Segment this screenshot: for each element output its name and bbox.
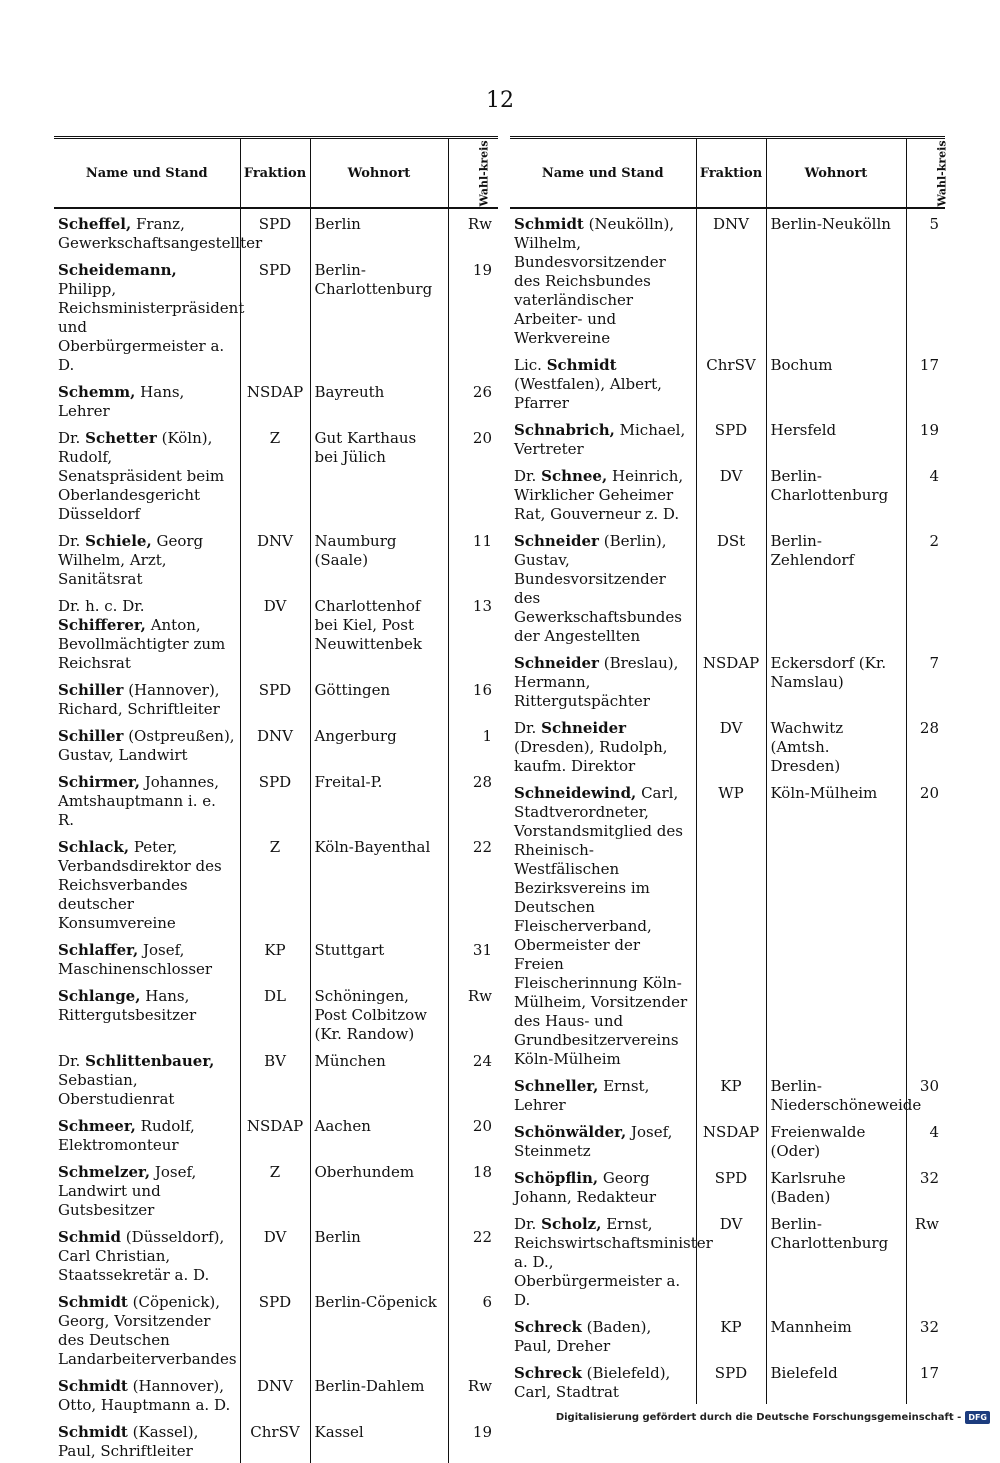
member-name-cell [54, 1417, 240, 1463]
name-details: (Dresden), Rudolph, kaufm. Direktor [514, 738, 668, 775]
fraktion-cell: KP [696, 1071, 766, 1117]
surname: Schemm, [58, 383, 136, 401]
member-name-cell [510, 1209, 713, 1312]
name-details: Georg Wilhelm, Arzt, Sanitätsrat [58, 532, 204, 588]
member-name-cell [510, 208, 696, 350]
name-details: (Neukölln), Wilhelm, Bundesvorsitzender des Reichsbundes vaterländischer Arbeiter- und Werkvereine [514, 215, 675, 347]
table-row [54, 1287, 498, 1371]
surname: Schöpflin, [514, 1169, 599, 1187]
name-prefix: Dr. [514, 719, 537, 737]
surname: Scholz, [541, 1215, 602, 1233]
fraktion-cell: NSDAP [240, 1111, 310, 1157]
table-row [510, 208, 945, 350]
wahlkreis-cell: 19 [448, 1417, 498, 1463]
wahlkreis-cell: 28 [906, 713, 945, 778]
name-details: Franz, Gewerkschaftsangestellter [58, 215, 263, 252]
table-row [54, 832, 498, 935]
wahlkreis-cell: Rw [448, 981, 498, 1046]
fraktion-cell: SPD [696, 1163, 766, 1209]
fraktion-cell: BV [240, 1046, 310, 1111]
wahlkreis-cell: 16 [448, 675, 498, 721]
surname: Schmidt [58, 1377, 128, 1395]
wohnort-cell: Bielefeld [766, 1358, 906, 1404]
wohnort-cell: Berlin-Dahlem [310, 1371, 448, 1417]
surname: Schmidt [514, 215, 584, 233]
wahlkreis-cell: Rw [906, 1209, 945, 1312]
surname: Schmeer, [58, 1117, 136, 1135]
fraktion-cell: SPD [240, 767, 310, 832]
name-details: Philipp, Reichsministerpräsident und Oberbürgermeister a. D. [58, 280, 245, 374]
header-name: Name und Stand [510, 139, 696, 208]
wahlkreis-cell: 5 [906, 208, 945, 350]
wahlkreis-cell: 24 [448, 1046, 498, 1111]
table-row [510, 778, 945, 1071]
member-name-cell [54, 423, 240, 526]
member-name-cell [54, 832, 240, 935]
member-name-cell [54, 208, 263, 255]
fraktion-cell: SPD [696, 415, 766, 461]
wohnort-cell: Berlin [310, 1222, 448, 1287]
table-row [54, 1111, 498, 1157]
fraktion-cell: Z [240, 1157, 310, 1222]
name-prefix: Dr. h. c. Dr. [58, 597, 145, 615]
surname: Schifferer, [58, 616, 146, 634]
fraktion-cell: DV [696, 1209, 766, 1312]
wahlkreis-cell: 11 [448, 526, 498, 591]
fraktion-cell: SPD [240, 675, 310, 721]
wahlkreis-cell: 32 [906, 1163, 945, 1209]
name-prefix: Dr. [58, 532, 81, 550]
table-row [510, 526, 945, 648]
surname: Schnabrich, [514, 421, 615, 439]
header-name: Name und Stand [54, 139, 240, 208]
name-details: (Baden), Paul, Dreher [514, 1318, 652, 1355]
wohnort-cell: Göttingen [310, 675, 448, 721]
wahlkreis-cell: 1 [448, 721, 498, 767]
name-details: Heinrich, Wirklicher Geheimer Rat, Gouverneur z. D. [514, 467, 684, 523]
table-row [54, 935, 498, 981]
table-row [54, 981, 498, 1046]
wohnort-cell: Wachwitz (Amtsh. Dresden) [766, 713, 906, 778]
name-details: Peter, Verbandsdirektor des Reichsverbandes deutscher Konsumvereine [58, 838, 222, 932]
wahlkreis-cell: 2 [906, 526, 945, 648]
surname: Schönwälder, [514, 1123, 627, 1141]
name-details: Josef, Landwirt und Gutsbesitzer [58, 1163, 197, 1219]
name-details: (Westfalen), Albert, Pfarrer [514, 375, 662, 412]
fraktion-cell: NSDAP [696, 1117, 766, 1163]
fraktion-cell: DNV [240, 526, 310, 591]
surname: Schreck [514, 1318, 582, 1336]
header-wahlkreis: Wahl-kreis [448, 139, 498, 208]
table-row [54, 767, 498, 832]
surname: Schneider [514, 654, 599, 672]
fraktion-cell: DNV [240, 1371, 310, 1417]
wohnort-cell: Aachen [310, 1111, 448, 1157]
surname: Schneller, [514, 1077, 599, 1095]
wahlkreis-cell: 20 [448, 423, 498, 526]
footer [556, 1411, 990, 1424]
name-details: (Hannover), Richard, Schriftleiter [58, 681, 220, 718]
header-fraktion: Fraktion [240, 139, 310, 208]
table-row [510, 350, 945, 415]
fraktion-cell: ChrSV [240, 1417, 310, 1463]
wohnort-cell: München [310, 1046, 448, 1111]
fraktion-cell: KP [240, 935, 310, 981]
wohnort-cell: Freienwalde (Oder) [766, 1117, 906, 1163]
wahlkreis-cell: 32 [906, 1312, 945, 1358]
surname: Schirmer, [58, 773, 140, 791]
member-name-cell [54, 255, 245, 377]
wohnort-cell: Köln-Bayenthal [310, 832, 448, 935]
header-fraktion: Fraktion [696, 139, 766, 208]
surname: Schlaffer, [58, 941, 139, 959]
surname: Schneidewind, [514, 784, 637, 802]
name-details: (Ostpreußen), Gustav, Landwirt [58, 727, 235, 764]
table-row [510, 648, 945, 713]
surname: Schiller [58, 727, 124, 745]
wohnort-cell: Gut Karthaus bei Jülich [310, 423, 448, 526]
wohnort-cell: Angerburg [310, 721, 448, 767]
member-name-cell [510, 778, 696, 1071]
member-name-cell [54, 1222, 240, 1287]
wahlkreis-cell: 19 [448, 255, 498, 377]
surname: Scheffel, [58, 215, 132, 233]
name-details: Sebastian, Oberstudienrat [58, 1071, 175, 1108]
wohnort-cell: Eckersdorf (Kr. Namslau) [766, 648, 906, 713]
fraktion-cell: ChrSV [696, 350, 766, 415]
wohnort-cell: Freital-P. [310, 767, 448, 832]
fraktion-cell: DV [240, 591, 310, 675]
name-details: Josef, Steinmetz [514, 1123, 673, 1160]
surname: Schmidt [58, 1293, 128, 1311]
table-row [54, 1371, 498, 1417]
surname: Schneider [541, 719, 627, 737]
member-name-cell [510, 1117, 696, 1163]
fraktion-cell: Z [240, 832, 310, 935]
surname: Schreck [514, 1364, 582, 1382]
wahlkreis-cell: 19 [906, 415, 945, 461]
wohnort-cell: Hersfeld [766, 415, 906, 461]
fraktion-cell: NSDAP [696, 648, 766, 713]
name-details: Johannes, Amtshauptmann i. e. R. [58, 773, 220, 829]
surname: Schlange, [58, 987, 141, 1005]
name-details: Anton, Bevollmächtigter zum Reichsrat [58, 616, 226, 672]
wahlkreis-cell: 17 [906, 350, 945, 415]
page-number: 12 [486, 88, 514, 113]
member-name-cell [510, 713, 696, 778]
wahlkreis-cell: 20 [906, 778, 945, 1071]
table-row [54, 1046, 498, 1111]
member-name-cell [54, 767, 240, 832]
member-name-cell [54, 1371, 240, 1417]
table-row [510, 1358, 945, 1404]
table-header-row [54, 139, 498, 208]
wohnort-cell: Oberhundem [310, 1157, 448, 1222]
wohnort-cell: Berlin-Niederschöneweide [766, 1071, 906, 1117]
fraktion-cell: DV [240, 1222, 310, 1287]
wohnort-cell: Bayreuth [310, 377, 448, 423]
dfg-logo: DFG [965, 1411, 990, 1424]
wohnort-cell: Mannheim [766, 1312, 906, 1358]
fraktion-cell: WP [696, 778, 766, 1071]
surname: Schmidt [58, 1423, 128, 1441]
wohnort-cell: Berlin-Neukölln [766, 208, 906, 350]
member-name-cell [54, 721, 240, 767]
name-details: Ernst, Lehrer [514, 1077, 650, 1114]
member-name-cell [54, 526, 240, 591]
name-details: Rudolf, Elektromonteur [58, 1117, 195, 1154]
table-row [510, 1209, 945, 1312]
fraktion-cell: DNV [696, 208, 766, 350]
table-row [510, 1163, 945, 1209]
name-details: Ernst, Reichswirtschaftsminister a. D., Oberbürgermeister a. D. [514, 1215, 713, 1309]
member-name-cell [510, 1358, 696, 1404]
wahlkreis-cell: 13 [448, 591, 498, 675]
member-name-cell [510, 350, 696, 415]
name-details: Hans, Lehrer [58, 383, 185, 420]
wahlkreis-cell: 18 [448, 1157, 498, 1222]
fraktion-cell: SPD [240, 255, 310, 377]
fraktion-cell: SPD [240, 208, 310, 255]
name-prefix: Dr. [58, 1052, 81, 1070]
name-details: Josef, Maschinenschlosser [58, 941, 213, 978]
member-name-cell [510, 1163, 696, 1209]
member-name-cell [54, 935, 240, 981]
surname: Schmidt [546, 356, 617, 374]
header-wohnort: Wohnort [310, 139, 448, 208]
fraktion-cell: SPD [696, 1358, 766, 1404]
fraktion-cell: KP [696, 1312, 766, 1358]
fraktion-cell: DV [696, 713, 766, 778]
table-row [54, 423, 498, 526]
surname: Schetter [85, 429, 157, 447]
table-header-row [510, 139, 945, 208]
wahlkreis-cell: 22 [448, 832, 498, 935]
table-row [510, 415, 945, 461]
name-details: Georg Johann, Redakteur [514, 1169, 657, 1206]
member-name-cell [510, 461, 696, 526]
table-row [510, 1071, 945, 1117]
wohnort-cell: Schöningen, Post Colbitzow (Kr. Randow) [310, 981, 448, 1046]
wahlkreis-cell: 31 [448, 935, 498, 981]
wahlkreis-cell: 22 [448, 1222, 498, 1287]
member-name-cell [54, 1046, 240, 1111]
member-name-cell [54, 981, 240, 1046]
name-details: (Köln), Rudolf, Senatspräsident beim Oberlandesgericht Düsseldorf [58, 429, 225, 523]
name-details: (Berlin), Gustav, Bundesvorsitzender des Gewerkschaftsbundes der Angestellten [514, 532, 682, 645]
wahlkreis-cell: 26 [448, 377, 498, 423]
surname: Schiller [58, 681, 124, 699]
name-details: (Kassel), Paul, Schriftleiter [58, 1423, 199, 1460]
name-prefix: Lic. [514, 356, 542, 374]
wahlkreis-cell: 4 [906, 461, 945, 526]
wohnort-cell: Berlin-Charlottenburg [310, 255, 448, 377]
wohnort-cell: Berlin [310, 208, 448, 255]
member-name-cell [54, 377, 240, 423]
header-wohnort: Wohnort [766, 139, 906, 208]
wohnort-cell: Berlin-Charlottenburg [766, 1209, 906, 1312]
member-name-cell [510, 1312, 696, 1358]
table-row [54, 591, 498, 675]
wahlkreis-cell: 7 [906, 648, 945, 713]
fraktion-cell: SPD [240, 1287, 310, 1371]
surname: Schneider [514, 532, 599, 550]
member-name-cell [54, 1157, 240, 1222]
wohnort-cell: Berlin-Zehlendorf [766, 526, 906, 648]
surname: Schmelzer, [58, 1163, 151, 1181]
wahlkreis-cell: 30 [906, 1071, 945, 1117]
table-row [54, 255, 498, 377]
left-table-body [54, 208, 498, 1463]
right-member-table [510, 136, 949, 1404]
table-row [54, 1222, 498, 1287]
name-details: (Hannover), Otto, Hauptmann a. D. [58, 1377, 231, 1414]
name-details: Michael, Vertreter [514, 421, 686, 458]
table-row [510, 1312, 945, 1358]
name-details: Carl, Stadtverordneter, Vorstandsmitglied des Rheinisch-Westfälischen Bezirksvereins im Deutschen Fleischerverband, Obermeister der Freien Fleischerinnung Köln-Mülheim, Vorsitzender des Haus- und Grundbesitzervereins Köln-Mülheim [514, 784, 688, 1068]
table-row [510, 713, 945, 778]
member-name-cell [54, 591, 240, 675]
name-details: Hans, Rittergutsbesitzer [58, 987, 197, 1024]
surname: Schlittenbauer, [85, 1052, 215, 1070]
name-details: (Bielefeld), Carl, Stadtrat [514, 1364, 671, 1401]
table-row [54, 1157, 498, 1222]
member-name-cell [510, 1071, 696, 1117]
surname: Schlack, [58, 838, 130, 856]
table-row [510, 1117, 945, 1163]
fraktion-cell: Z [240, 423, 310, 526]
wahlkreis-cell: Rw [448, 1371, 498, 1417]
wohnort-cell: Stuttgart [310, 935, 448, 981]
wahlkreis-cell: 6 [448, 1287, 498, 1371]
fraktion-cell: DV [696, 461, 766, 526]
surname: Schnee, [541, 467, 608, 485]
table-row [510, 461, 945, 526]
surname: Schiele, [85, 532, 152, 550]
member-name-cell [510, 415, 696, 461]
table-row [54, 675, 498, 721]
surname: Scheidemann, [58, 261, 177, 279]
wohnort-cell: Köln-Mülheim [766, 778, 906, 1071]
wahlkreis-cell: 20 [448, 1111, 498, 1157]
fraktion-cell: NSDAP [240, 377, 310, 423]
wohnort-cell: Naumburg (Saale) [310, 526, 448, 591]
wahlkreis-cell: 17 [906, 1358, 945, 1404]
wohnort-cell: Berlin-Charlottenburg [766, 461, 906, 526]
table-row [54, 208, 498, 255]
fraktion-cell: DSt [696, 526, 766, 648]
name-details: (Breslau), Hermann, Rittergutspächter [514, 654, 679, 710]
wohnort-cell: Bochum [766, 350, 906, 415]
fraktion-cell: DL [240, 981, 310, 1046]
name-prefix: Dr. [58, 429, 81, 447]
member-name-cell [510, 526, 696, 648]
wahlkreis-cell: Rw [448, 208, 498, 255]
table-row [54, 721, 498, 767]
member-name-cell [510, 648, 696, 713]
footer-text: Digitalisierung gefördert durch die Deutsche Forschungsgemeinschaft - [555, 1412, 962, 1423]
right-table-body [510, 208, 945, 1404]
fraktion-cell: DNV [240, 721, 310, 767]
wohnort-cell: Berlin-Cöpenick [310, 1287, 448, 1371]
wahlkreis-cell: 28 [448, 767, 498, 832]
wohnort-cell: Kassel [310, 1417, 448, 1463]
header-wahlkreis: Wahl-kreis [906, 139, 945, 208]
table-row [54, 1417, 498, 1463]
wahlkreis-cell: 4 [906, 1117, 945, 1163]
wohnort-cell: Karlsruhe (Baden) [766, 1163, 906, 1209]
name-prefix: Dr. [514, 467, 537, 485]
member-name-cell [54, 1287, 240, 1371]
left-member-table [54, 136, 498, 1463]
member-name-cell [54, 1111, 240, 1157]
member-name-cell [54, 675, 240, 721]
table-row [54, 526, 498, 591]
name-details: (Cöpenick), Georg, Vorsitzender des Deutschen Landarbeiterverbandes [58, 1293, 237, 1368]
wohnort-cell: Charlottenhof bei Kiel, Post Neuwittenbek [310, 591, 448, 675]
name-prefix: Dr. [514, 1215, 537, 1233]
name-details: (Düsseldorf), Carl Christian, Staatssekretär a. D. [58, 1228, 225, 1284]
table-row [54, 377, 498, 423]
surname: Schmid [58, 1228, 121, 1246]
